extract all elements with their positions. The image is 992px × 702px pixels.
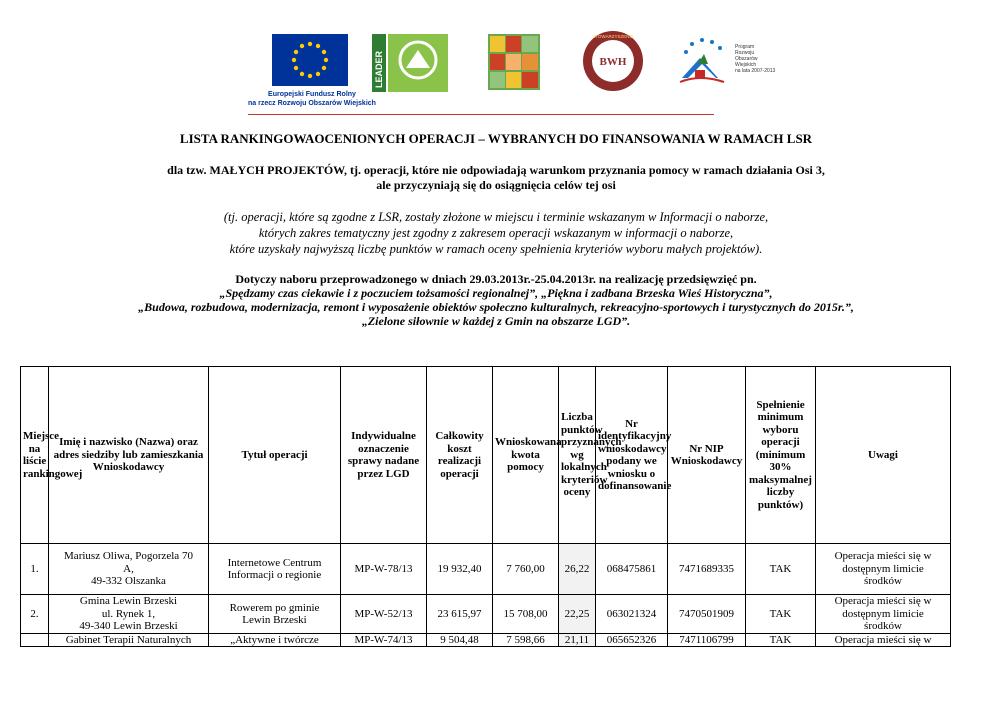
col-header-koszt: Całkowity koszt realizacji operacji	[427, 367, 493, 544]
document-explanation: (tj. operacji, które są zgodne z LSR, zostały złożone w miejscu i terminie wskazanym w Informacji o naborze, których zakres tematyczny jest zgodny z zakresem operacji wskazanym w informacji o naborze, które uzyskały najwyższą liczbę punktów w ramach oceny spełnienia kryteriów wyboru małych projektów).	[223, 210, 769, 256]
cell-minimum: TAK	[746, 544, 816, 595]
col-header-oznaczenie: Indywidualne oznaczenie sprawy nadane przez LGD	[341, 367, 427, 544]
cell-minimum: TAK	[746, 634, 816, 647]
cell-uwagi: Operacja mieści się w dostępnym limicie środków	[816, 595, 951, 634]
cell-minimum: TAK	[746, 595, 816, 634]
cell-kwota: 15 708,00	[493, 595, 559, 634]
leader-logo	[372, 34, 448, 92]
cell-id: 068475861	[596, 544, 668, 595]
document-subtitle: dla tzw. MAŁYCH PROJEKTÓW, tj. operacji, które nie odpowiadają warunkom przyznania pomocy w ramach działania Osi 3, ale przyczyniają się do osiągnięcia celów tej osi	[167, 163, 825, 192]
eu-flag-logo	[272, 34, 348, 86]
col-header-kwota: Wnioskowana kwota pomocy	[493, 367, 559, 544]
col-header-tytul: Tytuł operacji	[209, 367, 341, 544]
col-header-nip: Nr NIP Wnioskodawcy	[668, 367, 746, 544]
col-header-miejsce: Miejsce na liście rankingowej	[21, 367, 49, 544]
col-header-id: Nr identyfikacyjny wnioskodawcy podany we wniosku o dofinansowanie	[596, 367, 668, 544]
bwh-logo	[582, 30, 644, 92]
col-header-minimum: Spełnienie minimum wyboru operacji (minimum 30% maksymalnej liczby punktów)	[746, 367, 816, 544]
lgd-mosaic-logo	[488, 34, 540, 90]
cell-id: 065652326	[596, 634, 668, 647]
cell-wnioskodawca: Mariusz Oliwa, Pogorzela 70 A, 49-332 Olszanka	[49, 544, 209, 595]
cell-koszt: 23 615,97	[427, 595, 493, 634]
cell-tytul: „Aktywne i twórcze	[209, 634, 341, 647]
cell-kwota: 7 760,00	[493, 544, 559, 595]
cell-koszt: 19 932,40	[427, 544, 493, 595]
col-header-punkty: Liczba punktów przyznanych wg lokalnych kryteriów oceny	[559, 367, 596, 544]
cell-uwagi: Operacja mieści się w dostępnym limicie środków	[816, 544, 951, 595]
ranking-table	[20, 366, 951, 647]
table-header-row	[21, 367, 951, 544]
cell-miejsce: 2.	[21, 595, 49, 634]
logo-bar	[0, 28, 992, 118]
cell-wnioskodawca: Gabinet Terapii Naturalnych	[49, 634, 209, 647]
cell-oznaczenie: MP-W-74/13	[341, 634, 427, 647]
cell-wnioskodawca: Gmina Lewin Brzeski ul. Rynek 1, 49-340 Lewin Brzeski	[49, 595, 209, 634]
cell-miejsce: 1.	[21, 544, 49, 595]
col-header-wnioskodawca: Imię i nazwisko (Nazwa) oraz adres siedziby lub zamieszkania Wnioskodawcy	[49, 367, 209, 544]
cell-punkty: 22,25	[559, 595, 596, 634]
cell-miejsce	[21, 634, 49, 647]
table-row	[21, 595, 951, 634]
cell-tytul: Internetowe Centrum Informacji o regionie	[209, 544, 341, 595]
header-rule	[248, 114, 714, 115]
cell-tytul: Rowerem po gminie Lewin Brzeski	[209, 595, 341, 634]
nabor-info: Dotyczy naboru przeprowadzonego w dniach 29.03.2013r.-25.04.2013r. na realizację przedsięwzięć pn. „Spędzamy czas ciekawie i z poczuciem tożsamości regionalnej”, „Piękna i zadbana Brzeska Wieś Historyczna”, „Budowa, rozbudowa, modernizacja, remont i wyposażenie obiektów społeczno kulturalnych, rekreacyjno-sportowych i turystycznych do 2015r.”, „Zielone siłownie w każdej z Gmin na obszarze LGD”.	[138, 272, 854, 328]
cell-uwagi: Operacja mieści się w	[816, 634, 951, 647]
bwh-text: BWH	[599, 56, 627, 68]
col-header-uwagi: Uwagi	[816, 367, 951, 544]
cell-punkty: 26,22	[559, 544, 596, 595]
cell-punkty: 21,11	[559, 634, 596, 647]
table-row	[21, 544, 951, 595]
leader-vertical-text: LEADER	[374, 50, 384, 88]
bwh-ring-text: STOWARZYSZENIE	[592, 34, 634, 39]
eu-caption: Europejski Fundusz Rolny na rzecz Rozwoju Obszarów Wiejskich	[248, 91, 376, 107]
cell-id: 063021324	[596, 595, 668, 634]
cell-kwota: 7 598,66	[493, 634, 559, 647]
cell-nip: 7471689335	[668, 544, 746, 595]
document-title: LISTA RANKINGOWAOCENIONYCH OPERACJI – WYBRANYCH DO FINANSOWANIA W RAMACH LSR	[179, 131, 813, 146]
cell-oznaczenie: MP-W-52/13	[341, 595, 427, 634]
prow-caption: Program Rozwoju Obszarów Wiejskich na lata 2007-2013	[735, 44, 776, 74]
cell-oznaczenie: MP-W-78/13	[341, 544, 427, 595]
cell-koszt: 9 504,48	[427, 634, 493, 647]
cell-nip: 7471106799	[668, 634, 746, 647]
table-row	[21, 634, 951, 647]
cell-nip: 7470501909	[668, 595, 746, 634]
